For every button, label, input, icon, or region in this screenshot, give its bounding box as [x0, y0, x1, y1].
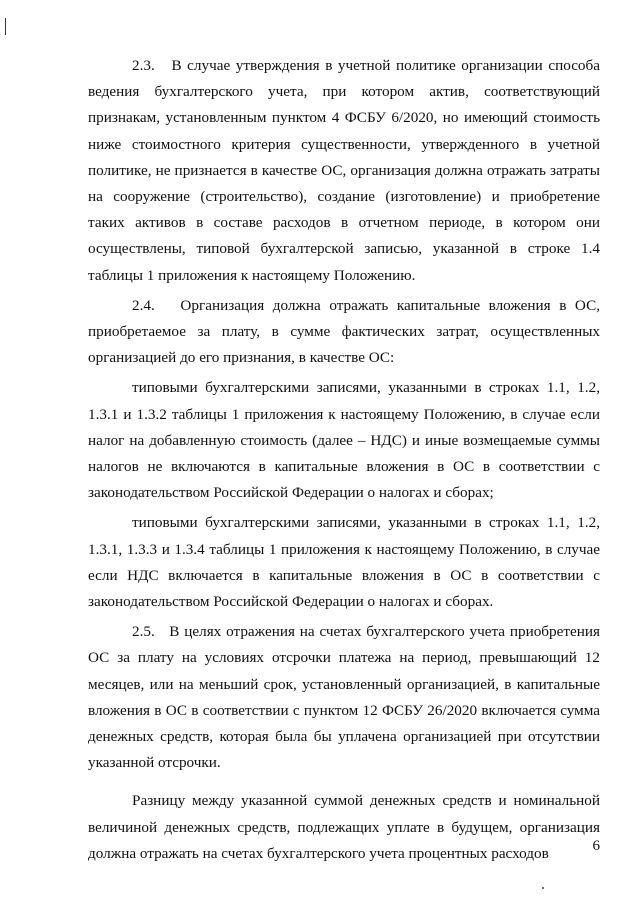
paragraph-2-4-case-1: типовыми бухгалтерскими записями, указанными в строках 1.1, 1.2, 1.3.1 и 1.3.2 таблицы 1 приложения к настоящему Положению, в случае если налог на добавленную стоимость (далее – НДС) и иные возмещаемые суммы налогов не включаются в капитальные вложения в ОС в соответствии с законодательством Российской Федерации о налогах и сборах;	[88, 379, 600, 502]
document-body	[88, 53, 600, 867]
paragraph-2-3: 2.3. В случае утверждения в учетной политике организации способа ведения бухгалтерского учета, при котором актив, соответствующий признакам, установленным пунктом 4 ФСБУ 6/2020, но имеющий стоимость ниже стоимостного критерия существенности, утвержденного в учетной политике, не признается в качестве ОС, организация должна отражать затраты на сооружение (строительство), создание (изготовление) и приобретение таких активов в составе расходов в отчетном периоде, в котором они осуществлены, типовой бухгалтерской записью, указанной в строке 1.4 таблицы 1 приложения к настоящему Положению.	[88, 57, 600, 284]
paragraph-2-4: 2.4. Организация должна отражать капитальные вложения в ОС, приобретаемое за плату, в сумме фактических затрат, осуществленных организацией до его признания, в качестве ОС:	[88, 296, 600, 367]
paragraph-2-4-case-2: типовыми бухгалтерскими записями, указанными в строках 1.1, 1.2, 1.3.1, 1.3.3 и 1.3.4 таблицы 1 приложения к настоящему Положению, в случае если НДС включается в капитальные вложения в ОС в соответствии с законодательством Российской Федерации о налогах и сборах.	[88, 514, 600, 611]
footer-dot	[542, 887, 544, 889]
paragraph-2-5-continuation: Разницу между указанной суммой денежных средств и номинальной величиной денежных средств, подлежащих уплате в будущем, организация должна отражать на счетах бухгалтерского учета процентных расходов	[88, 792, 600, 862]
paragraph-2-5: 2.5. В целях отражения на счетах бухгалтерского учета приобретения ОС за плату на условиях отсрочки платежа на период, превышающий 12 месяцев, или на меньший срок, установленный организацией, в капитальные вложения в ОС в соответствии с пунктом 12 ФСБУ 26/2020 включается сумма денежных средств, которая была бы уплачена организацией при отсутствии указанной отсрочки.	[88, 623, 600, 772]
margin-mark	[5, 18, 6, 35]
page-number: 6	[592, 838, 600, 854]
